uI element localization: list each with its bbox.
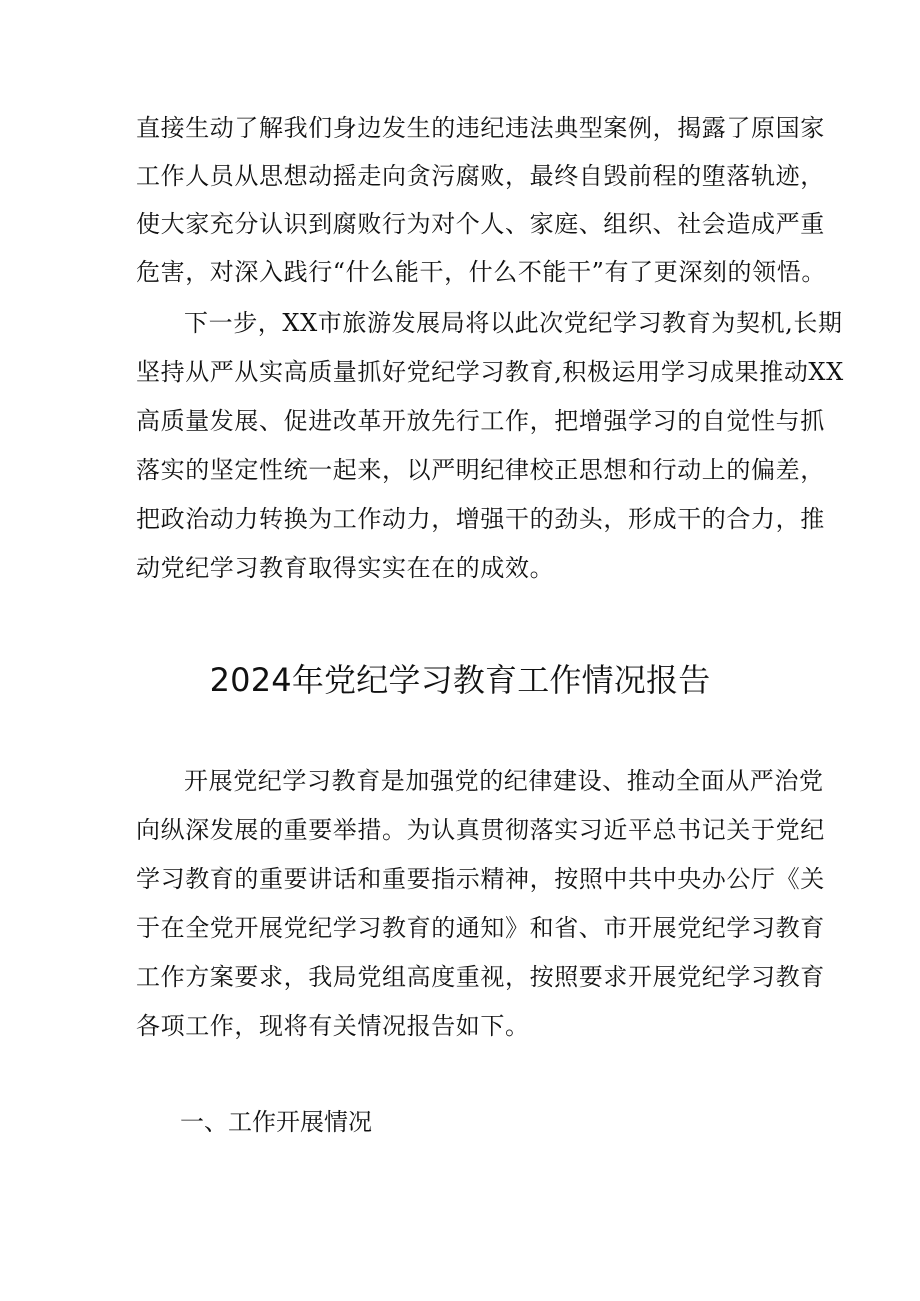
- paragraph-line: 坚持从严从实高质量抓好党纪学习教育,积极运用学习成果推动XX: [136, 358, 844, 386]
- paragraph-line: 把政治动力转换为工作动力，增强干的劲头，形成干的合力，推: [136, 505, 825, 533]
- paragraph-line: 工作人员从思想动摇走向贪污腐败，最终自毁前程的堕落轨迹，: [136, 162, 825, 190]
- paragraph-line: 危害，对深入践行“什么能干，什么不能干”有了更深刻的领悟。: [136, 258, 826, 286]
- paragraph-line: 开展党纪学习教育是加强党的纪律建设、推动全面从严治党: [184, 767, 824, 795]
- paragraph-line: 高质量发展、促进改革开放先行工作，把增强学习的自觉性与抓: [136, 407, 825, 435]
- paragraph-line: 学习教育的重要讲话和重要指示精神，按照中共中央办公厅《关: [136, 865, 825, 893]
- paragraph-line: 使大家充分认识到腐败行为对个人、家庭、组织、社会造成严重: [136, 210, 825, 238]
- report-title: 2024年党纪学习教育工作情况报告: [209, 661, 711, 699]
- section-heading: 一、工作开展情况: [180, 1108, 372, 1136]
- paragraph-line: 动党纪学习教育取得实实在在的成效。: [136, 554, 555, 582]
- paragraph-line: 向纵深发展的重要举措。为认真贯彻落实习近平总书记关于党纪: [136, 816, 825, 844]
- paragraph-line: 各项工作，现将有关情况报告如下。: [136, 1012, 530, 1040]
- paragraph-line: 于在全党开展党纪学习教育的通知》和省、市开展党纪学习教育: [136, 914, 825, 942]
- paragraph-line: 工作方案要求，我局党组高度重视，按照要求开展党纪学习教育: [136, 963, 825, 991]
- paragraph-line: 下一步，XX市旅游发展局将以此次党纪学习教育为契机,长期: [184, 309, 843, 337]
- paragraph-line: 落实的坚定性统一起来，以严明纪律校正思想和行动上的偏差，: [136, 456, 825, 484]
- paragraph-line: 直接生动了解我们身边发生的违纪违法典型案例，揭露了原国家: [136, 114, 825, 142]
